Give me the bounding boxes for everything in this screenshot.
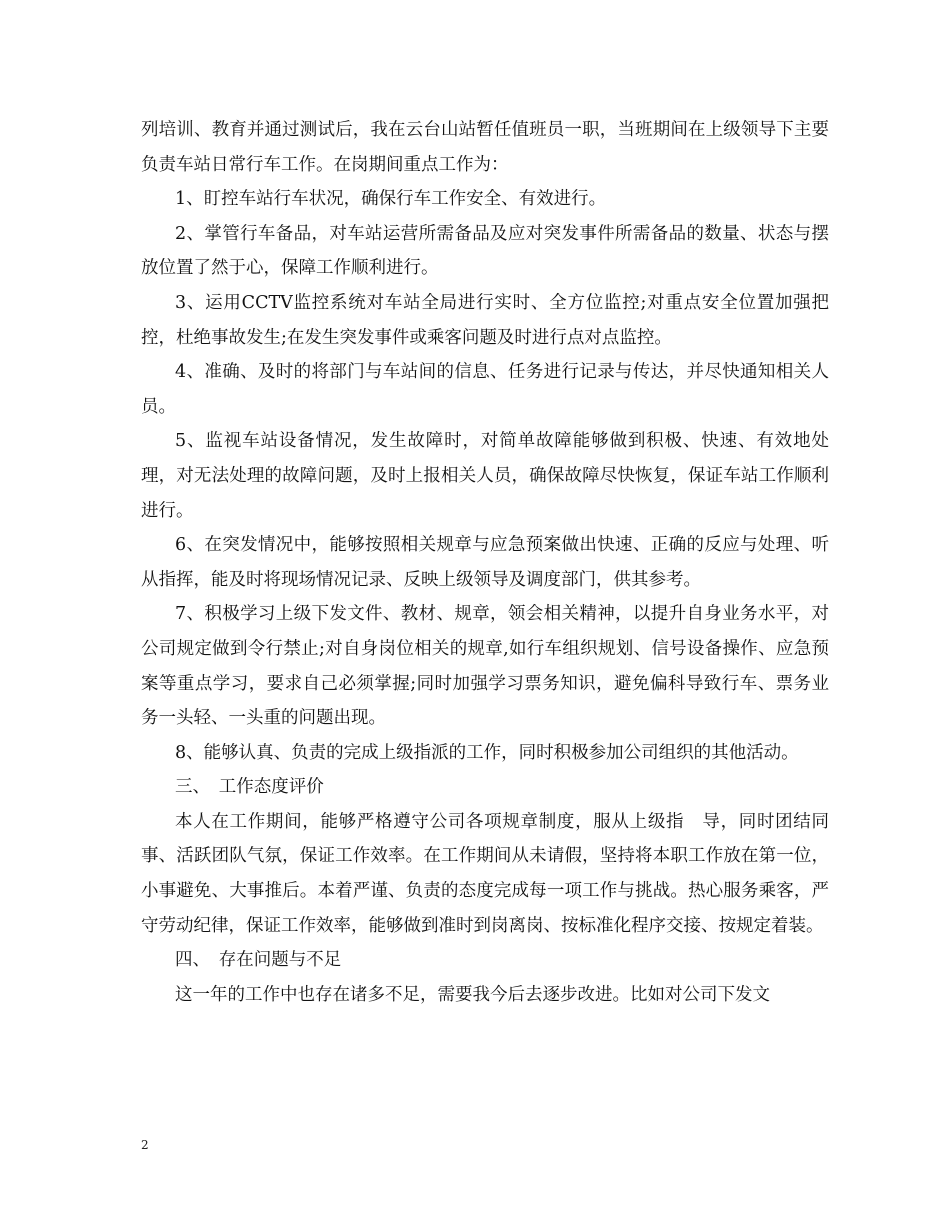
page-number: 2 <box>141 1138 149 1152</box>
section-heading-attitude: 三、 工作态度评价 <box>175 777 324 798</box>
paragraph-intro: 列培训、教育并通过测试后，我在云台山站暂任值班员一职，当班期间在上级领导下主要负责车站日常行车工作。在岗期间重点工作为： <box>141 120 829 175</box>
paragraph-item-4: 4、准确、及时的将部门与车站间的信息、任务进行记录与传达，并尽快通知相关人员。 <box>141 362 829 417</box>
paragraph-item-3: 3、运用CCTV监控系统对车站全局进行实时、全方位监控;对重点安全位置加强把控，杜绝事故发生;在发生突发事件或乘客问题及时进行点对点监控。 <box>141 292 829 348</box>
paragraph-attitude: 本人在工作期间，能够严格遵守公司各项规章制度，服从上级指 导，同时团结同事、活跃团队气氛，保证工作效率。在工作期间从未请假，坚持将本职工作放在第一位，小事避免、大事推后。本着严谨、负责的态度完成每一项工作与挑战。热心服务乘客，严守劳动纪律，保证工作效率，能够做到准时到岗离岗、按标准化程序交接、按规定着装。 <box>141 811 829 936</box>
paragraph-item-1: 1、盯控车站行车状况，确保行车工作安全、有效进行。 <box>175 189 607 210</box>
paragraph-item-8: 8、能够认真、负责的完成上级指派的工作，同时积极参加公司组织的其他活动。 <box>175 742 799 763</box>
section-heading-issues: 四、 存在问题与不足 <box>175 950 342 971</box>
paragraph-item-2: 2、掌管行车备品，对车站运营所需备品及应对突发事件所需备品的数量、状态与摆放位置了然于心，保障工作顺利进行。 <box>141 223 829 279</box>
paragraph-item-7: 7、积极学习上级下发文件、教材、规章，领会相关精神，以提升自身业务水平，对公司规定做到令行禁止;对自身岗位相关的规章,如行车组织规划、信号设备操作、应急预案等重点学习，要求自己必须掌握;同时加强学习票务知识，避免偏科导致行车、票务业务一头轻、一头重的问题出现。 <box>141 604 829 729</box>
paragraph-item-5: 5、监视车站设备情况，发生故障时，对简单故障能够做到积极、快速、有效地处理，对无法处理的故障问题，及时上报相关人员，确保故障尽快恢复，保证车站工作顺利进行。 <box>141 431 829 521</box>
paragraph-issues: 这一年的工作中也存在诸多不足，需要我今后去逐步改进。比如对公司下发文 <box>175 984 770 1005</box>
paragraph-item-6: 6、在突发情况中，能够按照相关规章与应急预案做出快速、正确的反应与处理、听从指挥，能及时将现场情况记录、反映上级领导及调度部门，供其参考。 <box>141 535 829 590</box>
document-body <box>141 113 829 1012</box>
